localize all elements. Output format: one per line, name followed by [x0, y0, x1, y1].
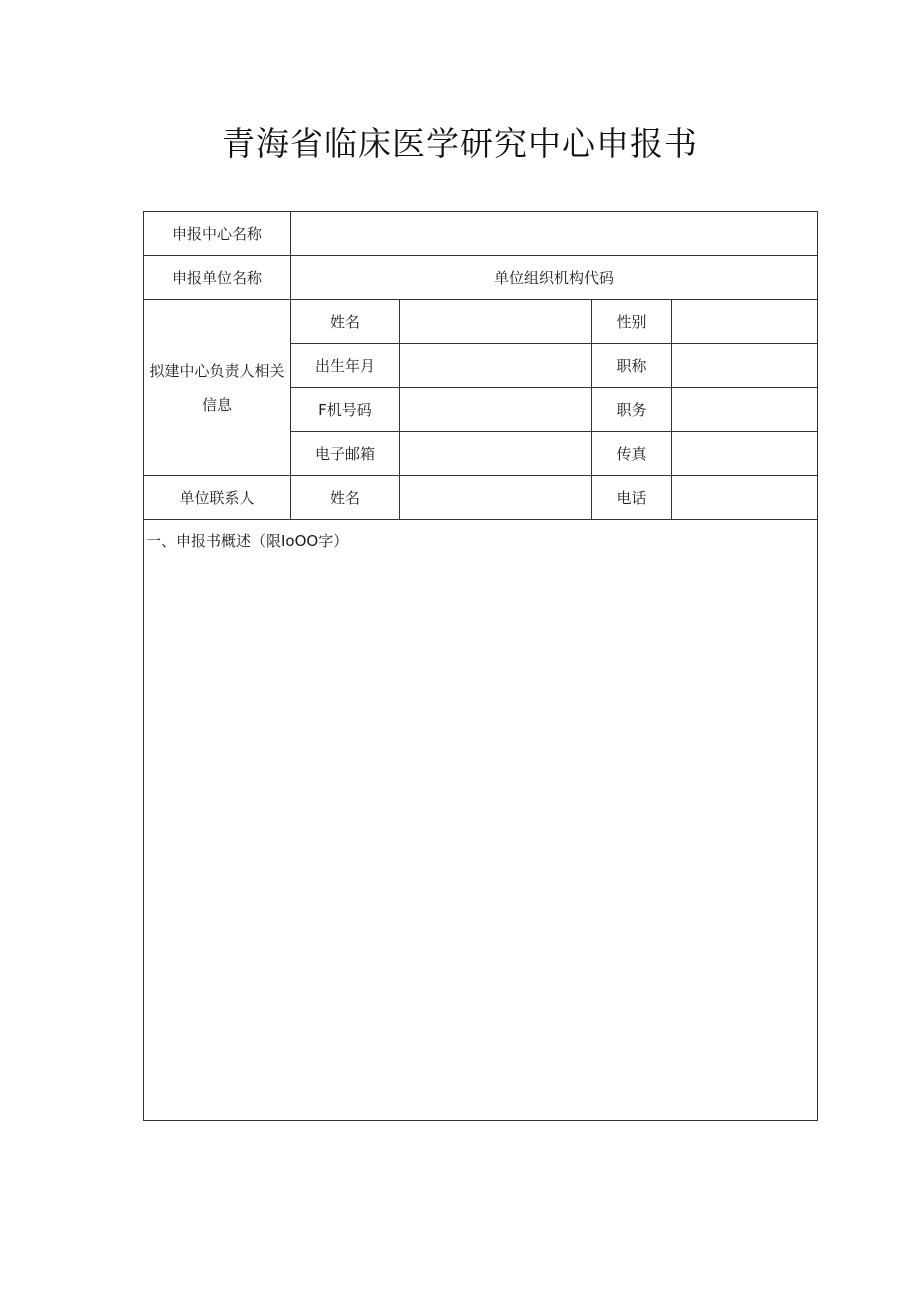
row-center-name [144, 212, 818, 256]
contact-phone-field[interactable] [672, 476, 818, 520]
leader-gender-field[interactable] [672, 300, 818, 344]
summary-field[interactable] [144, 520, 818, 1121]
leader-title-label: 职称 [592, 344, 672, 388]
leader-section-label: 拟建中心负责人相关信息 [144, 300, 291, 476]
leader-title-field[interactable] [672, 344, 818, 388]
row-contact [144, 476, 818, 520]
leader-phone-field[interactable] [400, 388, 592, 432]
leader-position-field[interactable] [672, 388, 818, 432]
leader-phone-label: F机号码 [291, 388, 400, 432]
leader-name-label: 姓名 [291, 300, 400, 344]
contact-name-field[interactable] [400, 476, 592, 520]
leader-gender-label: 性别 [592, 300, 672, 344]
center-name-label: 申报中心名称 [144, 212, 291, 256]
leader-name-field[interactable] [400, 300, 592, 344]
leader-birth-label: 出生年月 [291, 344, 400, 388]
org-code-label: 单位组织机构代码 [291, 256, 818, 300]
row-summary [144, 520, 818, 1121]
center-name-field[interactable] [291, 212, 818, 256]
document-title: 青海省临床医学研究中心申报书 [222, 124, 698, 163]
contact-label: 单位联系人 [144, 476, 291, 520]
leader-email-label: 电子邮箱 [291, 432, 400, 476]
application-form-table [143, 211, 818, 1121]
unit-name-label: 申报单位名称 [144, 256, 291, 300]
leader-fax-label: 传真 [592, 432, 672, 476]
leader-position-label: 职务 [592, 388, 672, 432]
leader-birth-field[interactable] [400, 344, 592, 388]
contact-phone-label: 电话 [592, 476, 672, 520]
row-unit-name [144, 256, 818, 300]
leader-fax-field[interactable] [672, 432, 818, 476]
row-leader-name [144, 300, 818, 344]
contact-name-label: 姓名 [291, 476, 400, 520]
leader-email-field[interactable] [400, 432, 592, 476]
summary-label: 一、申报书概述（限IoOO字） [146, 532, 349, 550]
